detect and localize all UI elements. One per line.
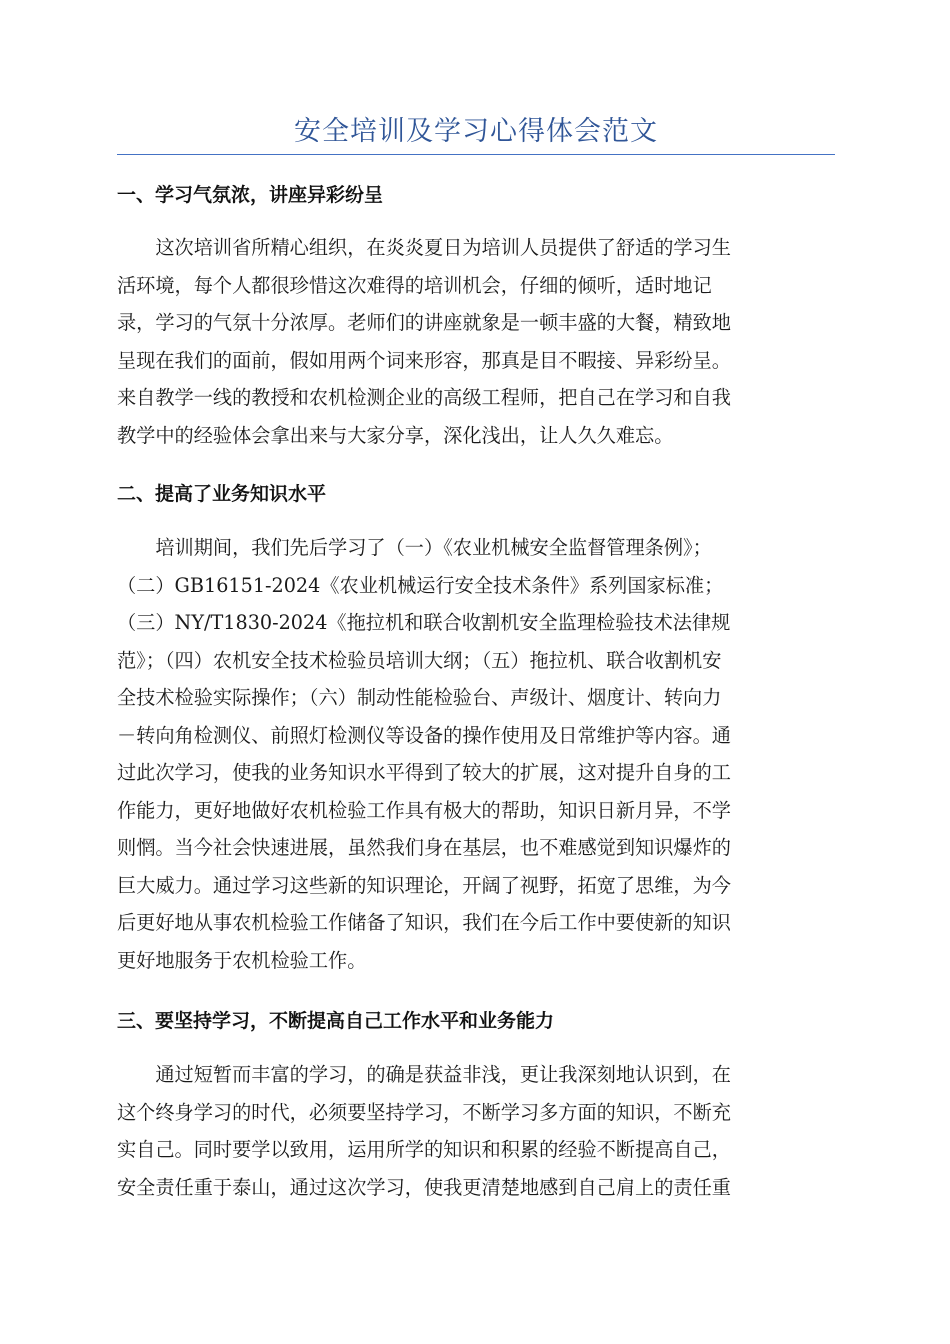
paragraph-line: 这个终身学习的时代，必须要坚持学习，不断学习多方面的知识，不断充 <box>117 1100 731 1124</box>
section-heading-3: 三、要坚持学习，不断提高自己工作水平和业务能力 <box>117 1010 555 1032</box>
paragraph-line: 更好地服务于农机检验工作。 <box>117 948 367 972</box>
paragraph-line: 培训期间，我们先后学习了（一）《农业机械安全监督管理条例》； <box>117 536 712 559</box>
paragraph-line: －转向角检测仪、前照灯检测仪等设备的操作使用及日常维护等内容。通 <box>117 723 731 747</box>
section-heading-2: 二、提高了业务知识水平 <box>117 483 327 505</box>
paragraph-line: 呈现在我们的面前，假如用两个词来形容，那真是目不暇接、异彩纷呈。 <box>117 348 731 372</box>
paragraph-line: 安全责任重于泰山，通过这次学习，使我更清楚地感到自己肩上的责任重 <box>117 1175 731 1199</box>
paragraph-line: 通过短暂而丰富的学习，的确是获益非浅，更让我深刻地认识到，在 <box>117 1063 731 1086</box>
paragraph-line: 过此次学习，使我的业务知识水平得到了较大的扩展，这对提升自身的工 <box>117 761 731 784</box>
section-paragraph-2 <box>117 529 835 979</box>
paragraph-line: 作能力，更好地做好农机检验工作具有极大的帮助，知识日新月异，不学 <box>117 798 731 822</box>
section-heading-1: 一、学习气氛浓，讲座异彩纷呈 <box>117 184 384 206</box>
section-paragraph-3 <box>117 1056 835 1206</box>
paragraph-line: （三）NY/T1830-2024《拖拉机和联合收割机安全监理检验技术法律规 <box>117 611 731 634</box>
paragraph-line: 这次培训省所精心组织，在炎炎夏日为培训人员提供了舒适的学习生 <box>117 236 731 259</box>
paragraph-line: 教学中的经验体会拿出来与大家分享，深化浅出，让人久久难忘。 <box>117 423 674 447</box>
paragraph-line: 则惘。当今社会快速进展，虽然我们身在基层，也不难感觉到知识爆炸的 <box>117 836 731 859</box>
paragraph-line: 录，学习的气氛十分浓厚。老师们的讲座就象是一顿丰盛的大餐，精致地 <box>117 311 731 334</box>
paragraph-line: 范》；（四）农机安全技术检验员培训大纲；（五）拖拉机、联合收割机安 <box>117 648 722 672</box>
paragraph-line: 巨大威力。通过学习这些新的知识理论，开阔了视野，拓宽了思维，为今 <box>117 873 731 897</box>
paragraph-line: 活环境，每个人都很珍惜这次难得的培训机会，仔细的倾听，适时地记 <box>117 273 712 297</box>
paragraph-line: 后更好地从事农机检验工作储备了知识，我们在今后工作中要使新的知识 <box>117 911 731 934</box>
document-title: 安全培训及学习心得体会范文 <box>294 116 658 147</box>
title-underline <box>117 154 835 155</box>
paragraph-line: 实自己。同时要学以致用，运用所学的知识和积累的经验不断提高自己， <box>117 1138 731 1161</box>
paragraph-line: 来自教学一线的教授和农机检测企业的高级工程师，把自己在学习和自我 <box>117 386 731 409</box>
section-paragraph-1 <box>117 229 835 454</box>
paragraph-line: （二）GB16151-2024《农业机械运行安全技术条件》系列国家标准； <box>117 573 724 597</box>
paragraph-line: 全技术检验实际操作；（六）制动性能检验台、声级计、烟度计、转向力 <box>117 686 722 709</box>
